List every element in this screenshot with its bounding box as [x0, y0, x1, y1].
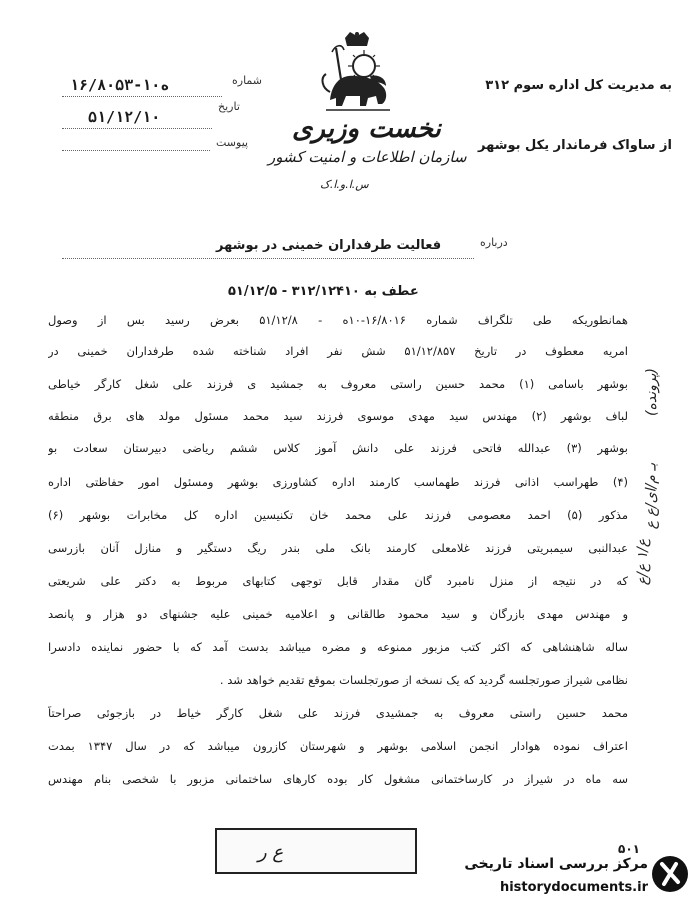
- body-line: ساله شاهنشاهی که اکثر کتب مزبور ممنوعه و مضره میباشد بدست آمد که با حضور نماینده دادسرا: [48, 640, 628, 654]
- body-line: بوشهر (۳) عبدالله فاتحی فرزند علی دانش آموز کلاس ششم ریاضی دبیرستان سعادت بو: [48, 441, 628, 455]
- margin-note-handwritten: بـ م/ای/ع ع: [643, 462, 660, 530]
- watermark-url: historydocuments.ir: [499, 880, 648, 895]
- to-label: به: [659, 78, 672, 93]
- body-line: اعتراف نموده هوادار انجمن اسلامی بوشهر و شهرستان کازرون میباشد که در سال ۱۳۴۷ بمدت: [48, 739, 628, 753]
- from-line: [478, 138, 672, 153]
- watermark: [464, 846, 692, 902]
- body-line: لباف بوشهر (۲) مهندس سید مهدی موسوی فرزند سید محمد مسئول مولد های برق منطقه: [48, 409, 628, 423]
- lion-and-sun-emblem-icon: [312, 30, 402, 120]
- organization-title: سازمان اطلاعات و امنیت کشور: [268, 148, 467, 166]
- watermark-logo-icon: [650, 852, 690, 896]
- date-value: ۵۱/۱۲/۱۰: [88, 108, 161, 126]
- body-line: و مهندس مهدی بازرگان و سید محمود طالقانی و اعلامیه خمینی علیه جشنهای دو هزار و پانصد: [48, 607, 628, 621]
- date-label: تاریخ: [218, 100, 240, 113]
- margin-note-file: (پرونده): [643, 368, 660, 416]
- from-label: از: [660, 138, 672, 153]
- body-line: سه ماه در شیراز در کارساختمانی مشغول کار بوده کارهای ساختمانی مزبور با شخصی بنام مهندس: [48, 772, 628, 786]
- stamp-box: [215, 828, 417, 874]
- margin-note-handwritten: ع/۱ ع/ع: [635, 538, 652, 586]
- body-line: همانطوریکه طی تلگراف شماره ۱۶/۸۰۱۶-۱۰ه - ۵۱/۱۲/۸ بعرض رسید بس از وصول: [48, 313, 628, 327]
- body-line: عبدالنبی سیمبریتی فرزند غلامعلی کارمند بانک ملی بندر ریگ دستگیر و منازل آنان بازرسی: [48, 541, 628, 555]
- body-line: امریه معطوف در تاریخ ۵۱/۱۲/۸۵۷ شش نفر افراد شناخته شده طرفداران خمینی در: [48, 344, 628, 358]
- subject-label: درباره: [480, 236, 508, 249]
- body-line: (۴) طهراسب اذانی فرزند طهماسب کارمند اداره کشاورزی بوشهر ومسئول امور حفاظتی اداره: [48, 475, 628, 489]
- date-underline: [62, 128, 212, 129]
- to-line: [485, 78, 672, 93]
- body-line: مذکور (۵) احمد معصومی فرزند علی محمد خان تکنیسین اداره کل مخابرات بوشهر (۶): [48, 508, 628, 522]
- body-line: محمد حسین راستی معروف به جمشیدی فرزند علی شغل کارگر خیاط در بازجوئی صراحتاً: [48, 706, 628, 720]
- attachment-underline: [62, 150, 210, 151]
- body-line: نظامی شیراز صورتجلسه گردید که یک نسخه از صورتجلسات بموقع تقدیم خواهد شد .: [219, 673, 628, 687]
- subject-text: فعالیت طرفداران خمینی در بوشهر: [216, 238, 442, 253]
- stamp-scribble: ع ر: [258, 842, 284, 863]
- from-value: ساواک فرماندار یکل بوشهر: [478, 138, 656, 153]
- number-value: ۱۶/۸۰۵۳-۱۰ه: [70, 76, 170, 94]
- organization-code: س.ا.و.ا.ک: [320, 178, 369, 191]
- attachment-label: پیوست: [216, 136, 249, 149]
- number-label: شماره: [232, 74, 263, 87]
- ministry-title: نخست وزیری: [292, 114, 441, 144]
- number-underline: [62, 96, 222, 97]
- to-value: مدیریت کل اداره سوم ۳۱۲: [485, 78, 655, 93]
- reference-line: عطف به ۳۱۲/۱۲۴۱۰ - ۵۱/۱۲/۵: [228, 284, 419, 299]
- page-mark: ۵۰۱: [618, 842, 640, 856]
- watermark-text: مرکز بررسی اسناد تاریخی: [464, 856, 648, 872]
- subject-underline: [62, 258, 474, 259]
- body-line: که در نتیجه از منزل نامبرد گان مقدار قابل توجهی کتابهای مربوط به دکتر علی شریعتی: [48, 574, 628, 588]
- body-line: بوشهر باسامی (۱) محمد حسین راستی معروف به جمشید ی فرزند علی شغل کارگر خیاطی: [48, 377, 628, 391]
